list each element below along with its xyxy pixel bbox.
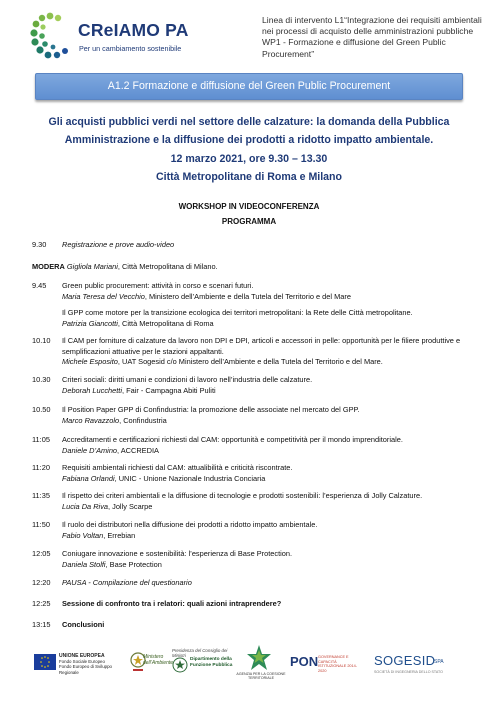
agenda-speaker-org: , Fair - Campagna Abiti Puliti [121, 385, 216, 395]
programma-label: PROGRAMMA [221, 217, 277, 226]
agenda-title: Sessione di confronto tra i relatori: quali azioni intraprendere? [62, 599, 282, 608]
agenda-speaker-org: , Confindustria [119, 415, 167, 425]
intervention-line-text: Linea di intervento L1“Integrazione dei requisiti ambientali nei processi di acquisto delle amministrazioni pubbliche WP1 - Formazione e diffusione del Green Public Procurement” [262, 15, 482, 59]
agenda-time: 9.45 [32, 281, 47, 290]
agenda-speaker: Maria Teresa del Vecchio [62, 291, 145, 301]
agenda-title: Il Position Paper GPP di Confindustria: la promozione delle associate nel mercato del GPP. [62, 405, 360, 414]
agency-star-icon [246, 644, 272, 674]
agenda-speaker-org: , Città Metropolitana di Roma [117, 318, 214, 328]
agenda-speaker: Lucia Da Riva [62, 501, 109, 511]
agenda-title: Green public procurement: attività in corso e scenari futuri. [62, 281, 254, 290]
moderator-label: MODERA [32, 262, 65, 271]
agenda-speaker-org: , ACCREDIA [117, 445, 159, 455]
footer-logos [0, 640, 498, 684]
moderator-name: Gigliola Mariani [66, 262, 118, 271]
eu-text [59, 654, 119, 675]
ministry-text: Ministero dell’Ambiente [143, 654, 174, 666]
agenda-title: Registrazione e prove audio-video [62, 240, 175, 249]
agenda-title: PAUSA - Compilazione del questionario [62, 578, 192, 587]
agenda-speaker: Fabio Voltan [62, 530, 104, 540]
agenda-speaker-org: , UNIC - Unione Nazionale Industria Conciaria [114, 473, 266, 483]
agenda-title: Criteri sociali: diritti umani e condizioni di lavoro nell’industria delle calzature. [62, 375, 313, 384]
presidency-text: Presidenza del Consiglio dei Ministri [172, 648, 228, 658]
agenda-speaker: Michele Esposito [62, 357, 118, 367]
section-banner: A1.2 Formazione e diffusione del Green Public Procurement [35, 73, 463, 100]
eu-line-1: Fondo Sociale Europeo [59, 659, 105, 665]
agenda-speaker: Marco Ravazzolo [62, 415, 120, 425]
agenda-title: Conclusioni [62, 620, 105, 629]
agenda-title: Il rispetto dei criteri ambientali e la diffusione di tecnologie e prodotti sostenibili: l’esperienza di Jolly Calzature. [62, 491, 423, 500]
sogesid-spa: SPA [434, 659, 444, 665]
workshop-label: WORKSHOP IN VIDEOCONFERENZA [178, 202, 320, 211]
agenda-speaker-org: , Errebian [103, 530, 136, 540]
eu-line-2: Fondo Europeo di Sviluppo Regionale [59, 664, 112, 675]
logo-title: CReIAMO PA [78, 20, 189, 40]
agenda-title: Il ruolo dei distributori nella diffusione dei prodotti a ridotto impatto ambientale. [62, 520, 318, 529]
agenda-time: 13:15 [32, 620, 51, 629]
event-title-line-2: Amministrazione e la diffusione dei prodotti a ridotto impatto ambientale. [64, 134, 434, 147]
agenda-time: 11:35 [32, 491, 50, 500]
agenda-speaker-org: , UAT Sogesid c/o Ministero dell’Ambiente e della Tutela del Territorio e del Mare. [117, 357, 383, 367]
dfp-text: Dipartimento della Funzione Pubblica [190, 657, 233, 668]
agenda-time: 10.50 [32, 405, 51, 414]
event-title-line-1: Gli acquisti pubblici verdi nel settore delle calzature: la domanda della Pubblica [48, 116, 450, 128]
agenda-speaker-org: , Ministero dell’Ambiente e della Tutela del Territorio e del Mare [144, 291, 351, 301]
agenda-time: 12:05 [32, 549, 51, 558]
agenda-time: 10.30 [32, 375, 51, 384]
agenda-time: 11:50 [32, 520, 50, 529]
eu-flag-icon [34, 654, 56, 670]
agenda-time: 10.10 [32, 336, 51, 345]
eu-stars-icon [34, 654, 56, 670]
agenda-speaker: Patrizia Giancotti [62, 318, 118, 328]
moderator-org: , Città Metropolitana di Milano. [117, 262, 218, 271]
agenda-speaker-org: , Base Protection [105, 559, 162, 569]
agenda-title: Requisiti ambientali richiesti dal CAM: attualibilità e criticità riscontrate. [62, 463, 293, 472]
agenda-speaker: Daniele D’Amino [62, 445, 118, 455]
agenda-speaker: Fabiana Orlandi [62, 473, 115, 483]
agenda-speaker: Daniela Stolfi [62, 559, 106, 569]
agenda-time: 11:05 [32, 435, 50, 444]
agenda-title: Il GPP come motore per la transizione ecologica dei territori metropolitani: la Rete delle Città metropolitane. [62, 308, 413, 317]
agenda-time: 12:25 [32, 599, 51, 608]
sogesid-logo: SOGESID [374, 653, 436, 668]
logo-subtitle: Per un cambiamento sostenibile [79, 44, 182, 53]
agenda-speaker-org: , Jolly Scarpe [108, 501, 153, 511]
agenda-speaker: Deborah Lucchetti [62, 385, 122, 395]
agenda-time: 11:20 [32, 463, 50, 472]
event-date: 12 marzo 2021, ore 9.30 – 13.30 [170, 152, 328, 165]
sogesid-subtitle: SOCIETÀ DI INGEGNERIA DELLO STATO [374, 670, 443, 674]
agency-text: AGENZIA PER LA COESIONE TERRITORIALE [236, 672, 286, 680]
agenda-title: Accreditamenti e certificazioni richiesti dal CAM: opportunità e competitività per il mondo imprenditoriale. [62, 435, 403, 444]
agenda-time: 9.30 [32, 240, 47, 249]
agenda-title: Coniugare innovazione e sostenibilità: l’esperienza di Base Protection. [62, 549, 293, 558]
creiamo-logo-icon [28, 12, 76, 60]
moderator-row [32, 262, 472, 273]
pon-logo: PON [290, 654, 319, 669]
event-title-block [20, 113, 478, 187]
agenda-title: Il CAM per forniture di calzature da lavoro non DPI e DPI, articoli e accessori in pelle: opportunità per le filiere produttive e semplificazioni attuative per le stazioni appaltanti. [62, 336, 461, 356]
eu-title: UNIONE EUROPEA [59, 653, 105, 659]
creiamo-pa-logo [28, 10, 228, 60]
agenda-time: 12:20 [32, 578, 51, 587]
event-place: Città Metropolitane di Roma e Milano [156, 171, 342, 184]
pon-text: GOVERNANCE E CAPACITÀ ISTITUZIONALE 2014-2020 [318, 655, 358, 673]
